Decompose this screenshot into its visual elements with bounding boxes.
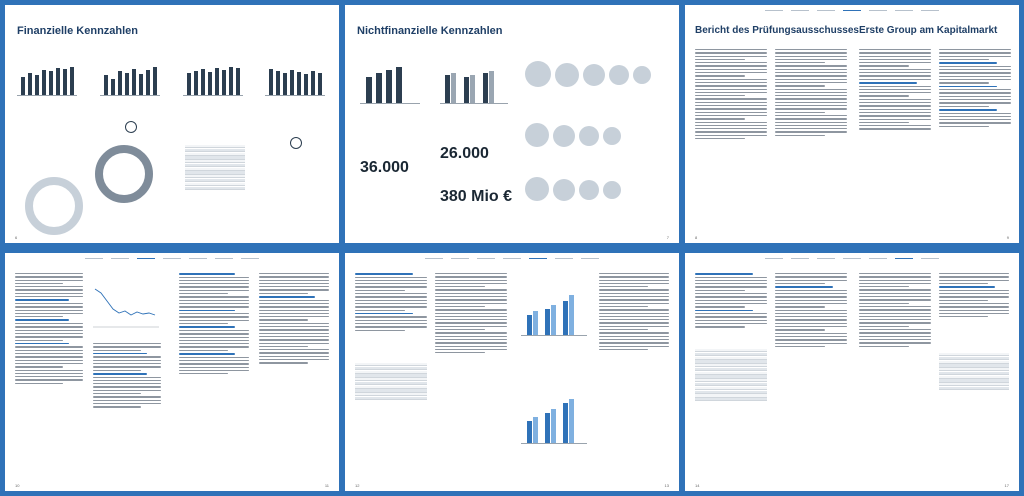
top-nav: [705, 257, 999, 260]
text-column: [259, 273, 329, 366]
stat-big-2: 26.000: [440, 145, 489, 162]
page-number-left: 12: [355, 483, 360, 488]
page-nichtfinanzielle-kennzahlen: [345, 5, 679, 243]
bar-chart-1: [17, 65, 77, 96]
stat-big-1: 36.000: [360, 159, 409, 176]
page-title-left: Bericht des Prüfungsausschusses: [695, 25, 859, 36]
page-number-right: 11: [324, 483, 329, 488]
page-number: 7: [666, 235, 669, 240]
text-column: [179, 273, 249, 376]
page-number-left: 14: [695, 483, 700, 488]
line-chart: [93, 279, 159, 329]
grouped-bar-chart: [440, 65, 508, 104]
stat-big-3: 380 Mio €: [440, 188, 513, 205]
text-column: [775, 273, 847, 349]
text-column: [939, 49, 1011, 129]
page-title-right: Erste Group am Kapitalmarkt: [859, 25, 998, 36]
page-spread-10-11: [5, 253, 339, 491]
bar-chart-2: [521, 393, 587, 444]
text-column: [93, 343, 161, 410]
top-nav: [25, 257, 319, 260]
text-column: [435, 273, 507, 355]
page-spread-12-13: [345, 253, 679, 491]
page-title: Nichtfinanzielle Kennzahlen: [357, 25, 503, 37]
bar-chart-3: [183, 65, 243, 96]
bar-chart-1: [521, 289, 587, 336]
bar-chart-2: [100, 65, 160, 96]
text-column: [599, 273, 669, 352]
text-column: [15, 273, 83, 386]
page-finanzielle-kennzahlen: [5, 5, 339, 243]
page-number-right: 13: [664, 483, 669, 488]
page-number: 6: [15, 235, 18, 240]
page-number-left: 10: [15, 483, 20, 488]
page-spread-14-17: [685, 253, 1019, 491]
data-table: [355, 363, 427, 401]
donut-chart-2: [25, 177, 83, 235]
top-nav: [705, 9, 999, 12]
page-number-right: 9: [1006, 235, 1009, 240]
rating-icon: [290, 137, 302, 149]
text-column: [775, 49, 847, 138]
page-number-left: 8: [695, 235, 698, 240]
text-column: [355, 273, 427, 333]
data-table: [939, 353, 1009, 391]
text-column: [695, 49, 767, 141]
page-number-right: 17: [1004, 483, 1009, 488]
data-table: [185, 145, 245, 190]
top-nav: [365, 257, 659, 260]
text-column: [859, 49, 931, 132]
text-column: [859, 273, 931, 349]
donut-chart-1: [95, 145, 153, 203]
data-table: [695, 349, 767, 402]
globe-icon: [125, 121, 137, 133]
page-pruefungsausschuss-kapitalmarkt: [685, 5, 1019, 243]
page-title: Finanzielle Kennzahlen: [17, 25, 139, 37]
bar-chart-4: [265, 65, 325, 96]
text-column: [695, 273, 767, 330]
text-column: [939, 273, 1009, 319]
bar-chart: [360, 65, 420, 104]
